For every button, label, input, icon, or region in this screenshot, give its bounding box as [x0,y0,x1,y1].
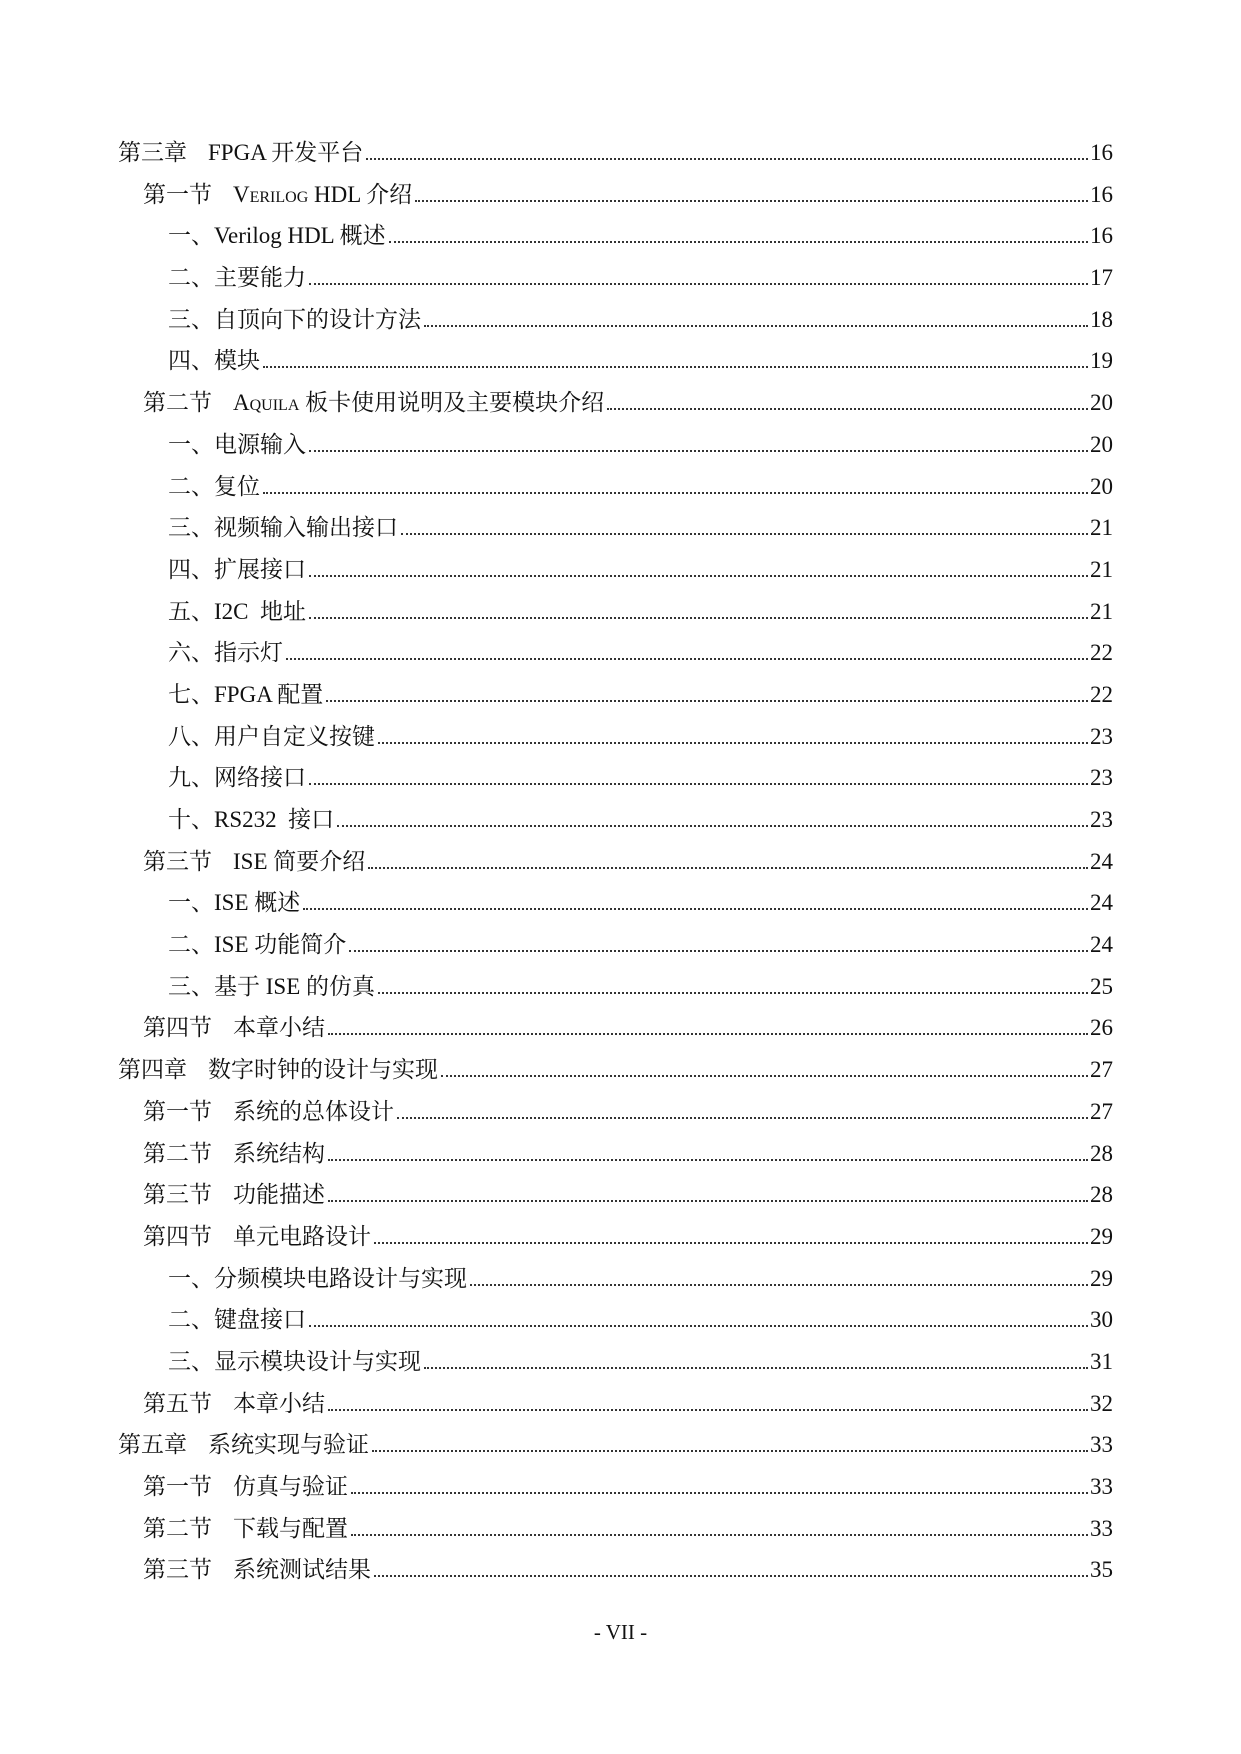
dot-leader [326,700,1088,702]
toc-subsection-entry [168,466,1113,508]
dot-leader [309,575,1088,577]
entry-number: 第三章 [118,140,187,165]
toc-subsection-entry [168,424,1113,466]
page-number: 24 [1090,890,1113,916]
page-number: 33 [1090,1515,1113,1541]
page-number: 31 [1090,1348,1113,1374]
page-number: 28 [1090,1140,1113,1166]
entry-title: 键盘接口 [214,1307,306,1333]
entry-number: 九、 [168,765,214,791]
dot-leader [374,1575,1088,1577]
dot-leader [607,408,1088,410]
dot-leader [328,1033,1088,1035]
dot-leader [470,1284,1088,1286]
dot-leader [328,1409,1088,1411]
dot-leader [263,492,1088,494]
entry-title: Aquila 板卡使用说明及主要模块介绍 [233,390,605,416]
entry-title: 单元电路设计 [233,1223,371,1249]
entry-number: 四、 [168,556,214,582]
entry-number: 二、 [168,932,214,958]
dot-leader [328,1200,1088,1202]
dot-leader [401,533,1088,535]
toc-section-entry [143,1216,1113,1258]
toc-section-entry [143,841,1113,883]
page-number: 21 [1090,515,1113,541]
toc-section-entry [143,1549,1113,1591]
page-number: 20 [1090,390,1113,416]
page-number: 23 [1090,765,1113,791]
entry-number: 第一节 [143,1098,212,1124]
entry-number: 五、 [168,598,214,624]
dot-leader [374,1242,1088,1244]
page-number: 33 [1090,1474,1113,1499]
dot-leader [366,158,1088,160]
entry-number: 二、 [168,265,214,291]
dot-leader [309,617,1088,619]
entry-number: 二、 [168,1307,214,1333]
page-number: 27 [1090,1057,1113,1083]
toc-section-entry [143,1508,1113,1550]
entry-title: 电源输入 [214,431,306,457]
entry-title: RS232 接口 [214,807,335,832]
entry-title: 系统测试结果 [233,1557,371,1583]
toc-chapter-entry [118,1049,1113,1091]
entry-title: 自顶向下的设计方法 [214,306,421,332]
entry-title: ISE 简要介绍 [233,848,366,874]
page-number: 35 [1090,1557,1113,1583]
entry-number: 第三节 [143,1557,212,1583]
page-number: 16 [1090,223,1113,249]
page-number: 25 [1090,973,1113,999]
entry-number: 第二节 [143,1140,212,1166]
page-number: 22 [1090,681,1113,707]
page-number: 20 [1090,473,1113,499]
toc-subsection-entry [168,257,1113,299]
entry-title: 分频模块电路设计与实现 [214,1265,467,1291]
entry-title: 下载与配置 [233,1515,348,1541]
toc-section-entry [143,174,1113,216]
toc-subsection-entry [168,632,1113,674]
entry-title: 本章小结 [233,1015,325,1041]
dot-leader [389,241,1088,243]
entry-title: 仿真与验证 [233,1474,348,1499]
toc-subsection-entry [168,1258,1113,1300]
dot-leader [415,200,1088,202]
page-number: 23 [1090,807,1113,832]
dot-leader [441,1075,1088,1077]
toc-section-entry [143,1007,1113,1049]
entry-title: Verilog HDL 介绍 [233,181,413,207]
toc-section-entry [143,382,1113,424]
entry-number: 二、 [168,473,214,499]
entry-number: 三、 [168,973,214,999]
page-number: 30 [1090,1307,1113,1333]
entry-number: 第三节 [143,848,212,874]
page-footer-number: - VII - [593,1620,648,1644]
toc-subsection-entry [168,215,1113,257]
dot-leader [349,950,1088,952]
page-number: 24 [1090,932,1113,958]
entry-title: 视频输入输出接口 [214,515,398,541]
page-number: 16 [1090,181,1113,207]
entry-number: 第五节 [143,1390,212,1416]
toc-chapter-entry [118,132,1113,174]
dot-leader [351,1492,1088,1494]
page-number: 26 [1090,1015,1113,1041]
entry-number: 第一节 [143,1474,212,1499]
entry-number: 一、 [168,223,214,249]
toc-subsection-entry [168,924,1113,966]
entry-title: 指示灯 [214,640,283,666]
toc-subsection-entry [168,757,1113,799]
entry-number: 第三节 [143,1182,212,1208]
page-number: 28 [1090,1182,1113,1208]
dot-leader [303,908,1088,910]
toc-chapter-entry [118,1424,1113,1466]
page-number: 29 [1090,1223,1113,1249]
toc-subsection-entry [168,1299,1113,1341]
page-number: 21 [1090,556,1113,582]
dot-leader [309,1325,1088,1327]
dot-leader [372,1450,1088,1452]
entry-number: 四、 [168,348,214,374]
entry-title: 基于 ISE 的仿真 [214,973,375,999]
entry-number: 十、 [168,807,214,832]
dot-leader [309,783,1088,785]
entry-title: 扩展接口 [214,556,306,582]
dot-leader [328,1159,1088,1161]
dot-leader [309,283,1088,285]
toc-subsection-entry [168,966,1113,1008]
page-number: 17 [1090,265,1113,291]
dot-leader [351,1534,1088,1536]
entry-title: 主要能力 [214,265,306,291]
entry-number: 第二节 [143,390,212,416]
page-number: 16 [1090,140,1113,165]
page-number: 22 [1090,640,1113,666]
dot-leader [424,1367,1088,1369]
table-of-contents [0,132,1241,1591]
entry-number: 三、 [168,306,214,332]
entry-title: Verilog HDL 概述 [214,223,386,249]
entry-title: 网络接口 [214,765,306,791]
dot-leader [263,366,1088,368]
page-number: 32 [1090,1390,1113,1416]
page-number: 27 [1090,1098,1113,1124]
entry-title: 显示模块设计与实现 [214,1348,421,1374]
toc-subsection-entry [168,507,1113,549]
toc-subsection-entry [168,716,1113,758]
entry-title: 模块 [214,348,260,374]
dot-leader [397,1117,1088,1119]
entry-title: 系统的总体设计 [233,1098,394,1124]
entry-number: 第四章 [118,1057,187,1083]
toc-section-entry [143,1383,1113,1425]
toc-subsection-entry [168,591,1113,633]
toc-subsection-entry [168,799,1113,841]
page-number: 18 [1090,306,1113,332]
entry-title: ISE 概述 [214,890,301,916]
page-number: 29 [1090,1265,1113,1291]
page-number: 21 [1090,598,1113,624]
entry-number: 一、 [168,1265,214,1291]
entry-title: 数字时钟的设计与实现 [208,1057,438,1083]
entry-title: 系统实现与验证 [208,1432,369,1458]
dot-leader [286,658,1088,660]
dot-leader [368,867,1088,869]
entry-title: FPGA 开发平台 [208,140,364,165]
entry-title: 用户自定义按键 [214,723,375,749]
entry-title: 复位 [214,473,260,499]
entry-number: 一、 [168,890,214,916]
entry-number: 七、 [168,681,214,707]
entry-title: I2C 地址 [214,598,306,624]
toc-subsection-entry [168,299,1113,341]
dot-leader [337,825,1088,827]
entry-title: 本章小结 [233,1390,325,1416]
entry-number: 八、 [168,723,214,749]
entry-number: 一、 [168,431,214,457]
page-number: 23 [1090,723,1113,749]
dot-leader [309,450,1088,452]
page-number: 33 [1090,1432,1113,1458]
toc-subsection-entry [168,1341,1113,1383]
toc-section-entry [143,1466,1113,1508]
entry-number: 三、 [168,515,214,541]
page-number: 19 [1090,348,1113,374]
entry-title: FPGA 配置 [214,681,324,707]
toc-subsection-entry [168,882,1113,924]
toc-section-entry [143,1091,1113,1133]
toc-section-entry [143,1133,1113,1175]
entry-title: ISE 功能简介 [214,932,347,958]
entry-title: 系统结构 [233,1140,325,1166]
entry-number: 第四节 [143,1223,212,1249]
page-number: 24 [1090,848,1113,874]
dot-leader [378,992,1088,994]
entry-number: 第五章 [118,1432,187,1458]
entry-number: 六、 [168,640,214,666]
entry-number: 三、 [168,1348,214,1374]
toc-subsection-entry [168,340,1113,382]
dot-leader [424,325,1088,327]
toc-subsection-entry [168,549,1113,591]
entry-number: 第一节 [143,181,212,207]
entry-title: 功能描述 [233,1182,325,1208]
dot-leader [378,742,1088,744]
page-number: 20 [1090,431,1113,457]
toc-subsection-entry [168,674,1113,716]
toc-section-entry [143,1174,1113,1216]
entry-number: 第四节 [143,1015,212,1041]
entry-number: 第二节 [143,1515,212,1541]
